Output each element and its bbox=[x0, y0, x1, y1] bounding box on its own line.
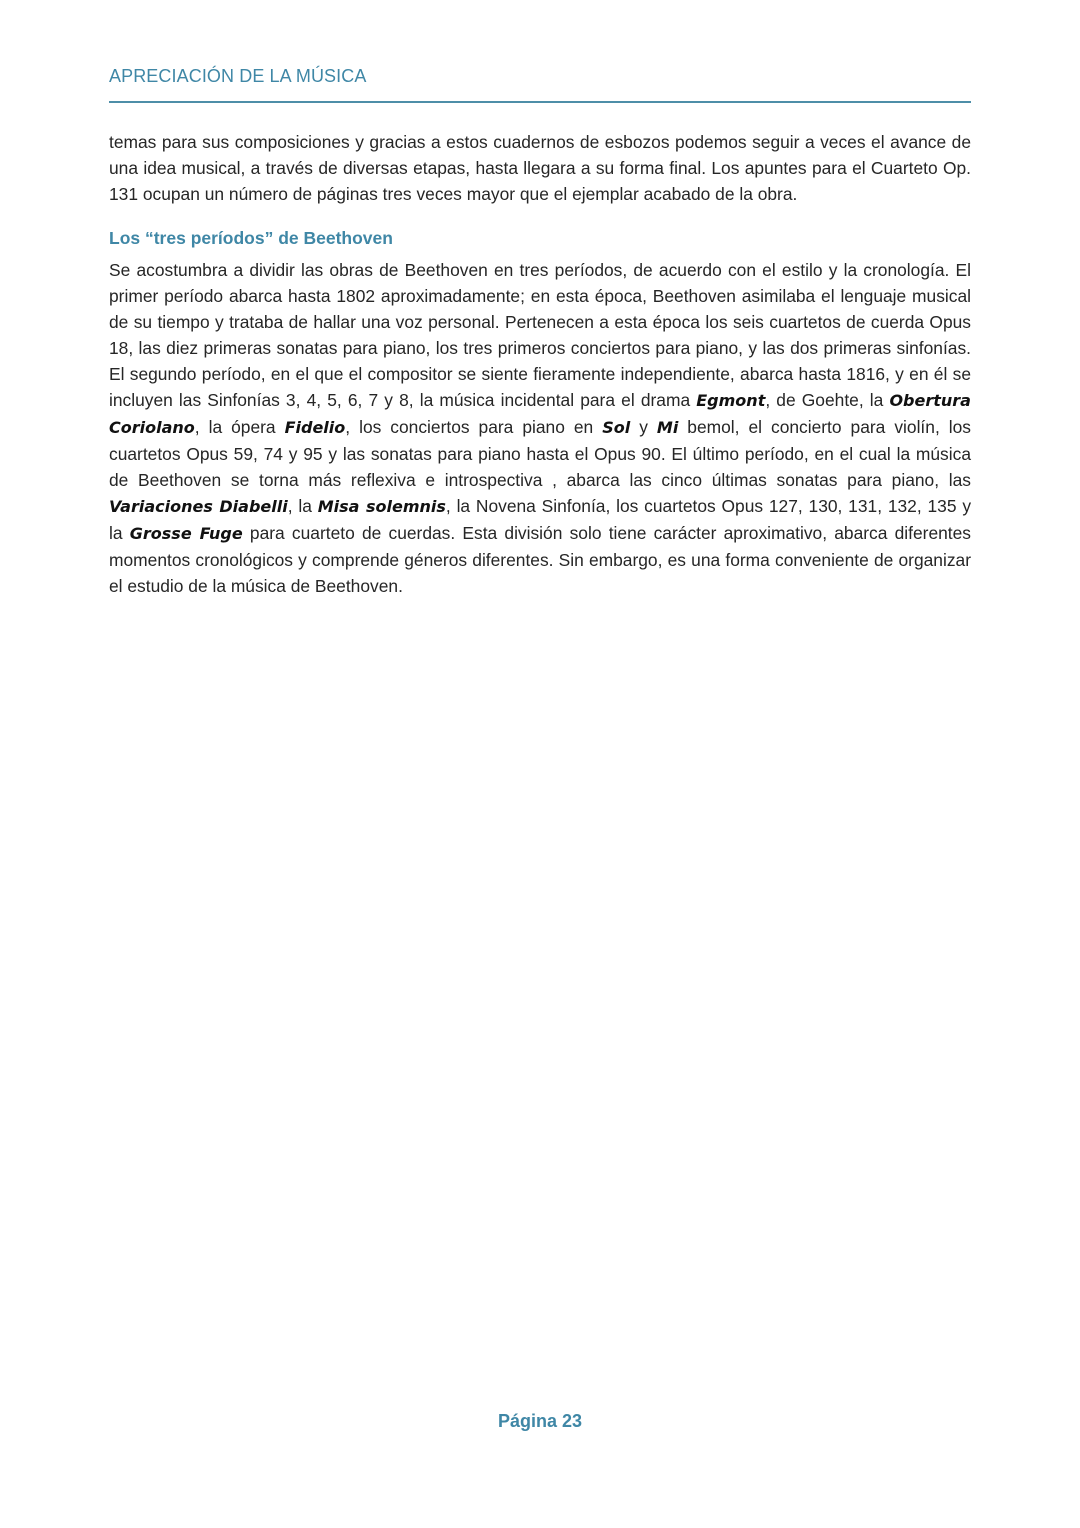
section-paragraph bbox=[109, 257, 971, 599]
text-segment: , la Novena Sinfonía, los cuartetos Opus 127, 130, 131, 132, 135 y la bbox=[109, 496, 972, 543]
key-sol: Sol bbox=[602, 418, 631, 437]
page-header bbox=[109, 64, 971, 88]
key-mi: Mi bbox=[656, 418, 679, 437]
text-segment: , de Goehte, la bbox=[765, 390, 890, 410]
work-title-obertura-coriolano: Obertura Coriolano bbox=[109, 391, 971, 437]
text-segment: , los conciertos para piano en bbox=[345, 417, 603, 437]
work-title-fidelio: Fidelio bbox=[284, 418, 346, 437]
intro-paragraph: temas para sus composiciones y gracias a estos cuadernos de esbozos podemos seguir a veces el avance de una idea musical, a través de diversas etapas, hasta llegara a su forma final. Los apuntes para el Cuarteto Op. 131 ocupan un número de páginas tres veces mayor que el ejemplar acabado de la obra. bbox=[109, 132, 971, 204]
work-title-grosse-fuge: Grosse Fuge bbox=[129, 524, 243, 543]
running-title: APRECIACIÓN DE LA MÚSICA bbox=[109, 66, 367, 86]
section-heading: Los “tres períodos” de Beethoven bbox=[109, 228, 393, 248]
text-segment: bemol, el concierto para violín, los cuartetos Opus 59, 74 y 95 y las sonatas para piano hasta el Opus 90. El último período, en el cual la música de Beethoven se torna más reflexiva e introspectiva , abarca las cinco últimas sonatas para piano, las bbox=[109, 417, 971, 490]
work-title-misa-solemnis: Misa solemnis bbox=[317, 497, 446, 516]
work-title-variaciones-diabelli: Variaciones Diabelli bbox=[109, 497, 288, 516]
text-segment: para cuarteto de cuerdas. Esta división solo tiene carácter aproximativo, abarca diferentes momentos cronológicos y comprende géneros diferentes. Sin embargo, es una forma conveniente de organizar el estudio de la música de Beethoven. bbox=[109, 523, 971, 596]
work-title-egmont: Egmont bbox=[696, 391, 766, 410]
header-divider bbox=[109, 101, 971, 103]
page-content bbox=[109, 129, 971, 599]
page-number: Página 23 bbox=[497, 1411, 583, 1431]
text-segment: y bbox=[630, 417, 657, 437]
text-segment: , la bbox=[287, 496, 318, 516]
text-segment: Se acostumbra a dividir las obras de Beethoven en tres períodos, de acuerdo con el estilo y la cronología. El primer período abarca hasta 1802 aproximadamente; en esta época, Beethoven asimilaba el lenguaje musical de su tiempo y trataba de hallar una voz personal. Pertenecen a esta época los seis cuartetos de cuerda Opus 18, las diez primeras sonatas para piano, los tres primeros conciertos para piano, y las dos primeras sinfonías. El segundo período, en el que el compositor se siente fieramente independiente, abarca hasta 1816, y en él se incluyen las Sinfonías 3, 4, 5, 6, 7 y 8, la música incidental para el drama bbox=[109, 260, 971, 410]
text-segment: , la ópera bbox=[194, 417, 285, 437]
